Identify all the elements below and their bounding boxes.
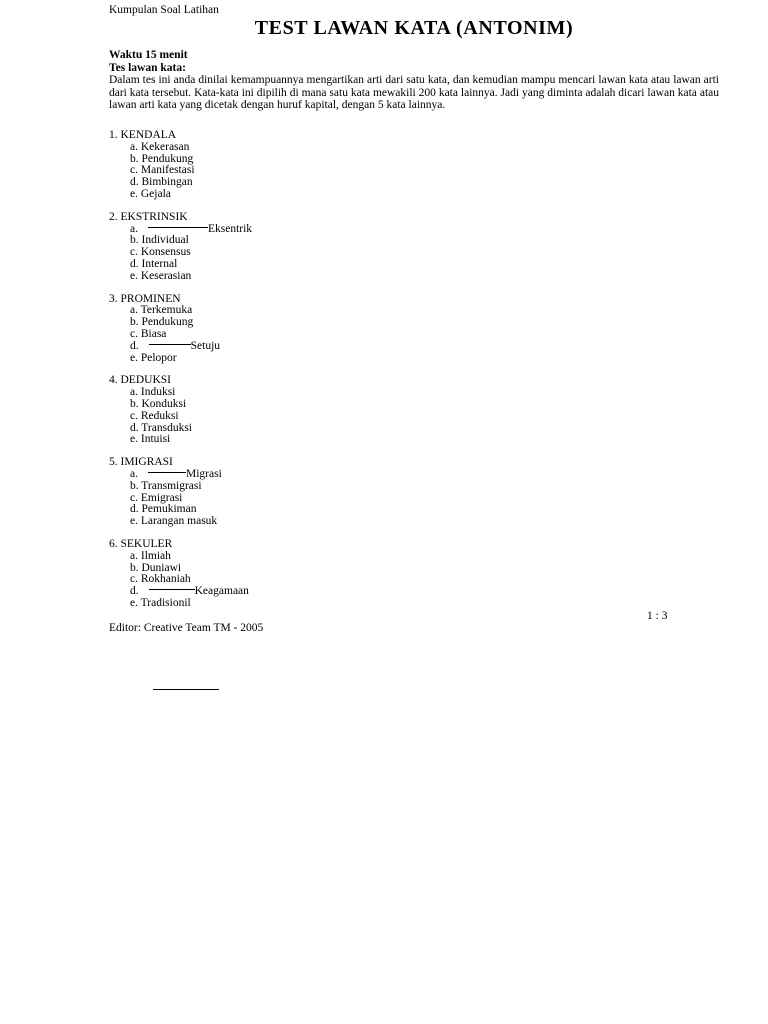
- option: [130, 563, 719, 575]
- question: [109, 212, 719, 283]
- option-text: Pelopor: [140, 351, 177, 364]
- option-letter: a.: [130, 467, 138, 480]
- option-list: [130, 224, 719, 283]
- option-letter: a.: [130, 386, 138, 399]
- answer-blank-line: [149, 589, 195, 590]
- option-letter: c.: [130, 246, 138, 259]
- option-letter: c.: [130, 491, 138, 504]
- option-text: Kekerasan: [140, 140, 190, 153]
- option-letter: e.: [130, 351, 138, 364]
- option-letter: a.: [130, 549, 138, 562]
- option-text: Manifestasi: [140, 164, 195, 177]
- option-letter: d.: [130, 339, 139, 352]
- option-text: Individual: [141, 234, 189, 247]
- option-text: Ilmiah: [140, 549, 171, 562]
- option-text: Gejala: [140, 187, 171, 200]
- instructions-paragraph: Dalam tes ini anda dinilai kemampuannya mengartikan arti dari satu kata, dan kemudian mampu mencari lawan kata atau lawan arti dari kata tersebut. Kata-kata ini dipilih di mana satu kata mewakili 200 kata lainnya. Jadi yang diminta adalah dicari lawan kata atau lawan arti kata yang dicetak dengan huruf kapital, dengan 5 kata lainnya.: [109, 74, 719, 111]
- option-letter: b.: [130, 479, 139, 492]
- option: [130, 423, 719, 435]
- option-text: Biasa: [140, 327, 167, 340]
- option-text: Keagamaan: [194, 585, 249, 598]
- option: [130, 469, 719, 481]
- option-list: [130, 142, 719, 201]
- option: [130, 434, 719, 446]
- option-text: Induksi: [140, 386, 176, 399]
- option: [130, 142, 719, 154]
- option: [130, 224, 719, 236]
- option-text: Konsensus: [140, 246, 191, 259]
- question: [109, 457, 719, 528]
- question-head: 1. KENDALA: [109, 129, 177, 141]
- option: [130, 586, 719, 598]
- option-text: Tradisionil: [140, 596, 191, 609]
- intro-block: [109, 49, 719, 112]
- option-text: Duniawi: [141, 561, 182, 574]
- option: [130, 317, 719, 329]
- option: [130, 481, 719, 493]
- option: [130, 189, 719, 201]
- option-text: Transduksi: [141, 421, 192, 434]
- option-text: Konduksi: [141, 397, 187, 410]
- option-text: Keserasian: [140, 269, 192, 282]
- question: [109, 539, 719, 610]
- option-list: [130, 469, 719, 528]
- option-text: Migrasi: [185, 467, 222, 480]
- option-letter: b.: [130, 561, 139, 574]
- option-text: Pendukung: [141, 152, 194, 165]
- option: [130, 551, 719, 563]
- option-letter: b.: [130, 234, 139, 247]
- option-text: Reduksi: [140, 409, 179, 422]
- option-letter: c.: [130, 327, 138, 340]
- option: [130, 259, 719, 271]
- question: [109, 375, 719, 446]
- option-text: Setuju: [190, 339, 221, 352]
- page-header: Kumpulan Soal Latihan: [109, 4, 219, 16]
- option-letter: d.: [130, 503, 139, 516]
- answer-blank-line: [149, 344, 191, 345]
- question-head: 4. DEDUKSI: [109, 374, 171, 387]
- question-head: 6. SEKULER: [109, 537, 173, 550]
- option: [130, 399, 719, 411]
- option: [130, 493, 719, 505]
- answer-blank-line: [148, 472, 186, 473]
- option-letter: d.: [130, 421, 139, 434]
- option-letter: b.: [130, 397, 139, 410]
- option: [130, 387, 719, 399]
- option: [109, 353, 719, 365]
- option: [130, 271, 719, 283]
- option: [130, 341, 719, 353]
- section-heading: Tes lawan kata:: [109, 61, 186, 74]
- option-letter: c.: [130, 409, 138, 422]
- option-letter: e.: [130, 433, 138, 446]
- option-letter: a.: [130, 304, 138, 317]
- question-head: 3. PROMINEN: [109, 292, 181, 305]
- question-head: 2. EKSTRINSIK: [109, 210, 188, 223]
- option-text: Internal: [141, 257, 178, 270]
- stray-rule-line: [153, 689, 219, 690]
- question: [109, 294, 719, 365]
- option-letter: e.: [130, 596, 138, 609]
- option-text: Pendukung: [141, 316, 194, 329]
- option-list: [130, 305, 719, 364]
- time-limit: Waktu 15 menit: [109, 49, 188, 61]
- option-letter: c.: [130, 573, 138, 586]
- option: [130, 516, 719, 528]
- option-letter: d.: [130, 585, 139, 598]
- page-number: 1 : 3: [647, 610, 668, 622]
- option-text: Terkemuka: [140, 304, 193, 317]
- option-letter: d.: [130, 176, 139, 189]
- option: [130, 305, 719, 317]
- option-list: [130, 551, 719, 610]
- option: [130, 154, 719, 166]
- option-text: Bimbingan: [141, 176, 193, 189]
- option-letter: e.: [130, 269, 138, 282]
- option: [130, 247, 719, 259]
- option-text: Larangan masuk: [140, 515, 218, 528]
- option-text: Emigrasi: [140, 491, 183, 504]
- option-text: Intuisi: [140, 433, 171, 446]
- option-letter: e.: [130, 187, 138, 200]
- option-text: Transmigrasi: [141, 479, 202, 492]
- question-head: 5. IMIGRASI: [109, 456, 173, 469]
- option-list: [130, 387, 719, 446]
- editor-credit: Editor: Creative Team TM - 2005: [109, 622, 264, 634]
- page-title: TEST LAWAN KATA (ANTONIM): [254, 17, 574, 39]
- answer-blank-line: [148, 227, 208, 228]
- option: [130, 504, 719, 516]
- option-letter: b.: [130, 316, 139, 329]
- option-letter: a.: [130, 222, 138, 235]
- question: [109, 130, 719, 201]
- option-letter: d.: [130, 257, 139, 270]
- option: [130, 598, 719, 610]
- option-text: Rokhaniah: [140, 573, 191, 586]
- option-letter: a.: [130, 140, 138, 153]
- option: [130, 177, 719, 189]
- option: [130, 411, 719, 423]
- question-list: [109, 130, 719, 621]
- option-text: Pemukiman: [141, 503, 197, 516]
- option: [130, 165, 719, 177]
- option-text: Eksentrik: [207, 222, 253, 235]
- option-letter: b.: [130, 152, 139, 165]
- option-letter: c.: [130, 164, 138, 177]
- option-letter: e.: [130, 515, 138, 528]
- option: [130, 235, 719, 247]
